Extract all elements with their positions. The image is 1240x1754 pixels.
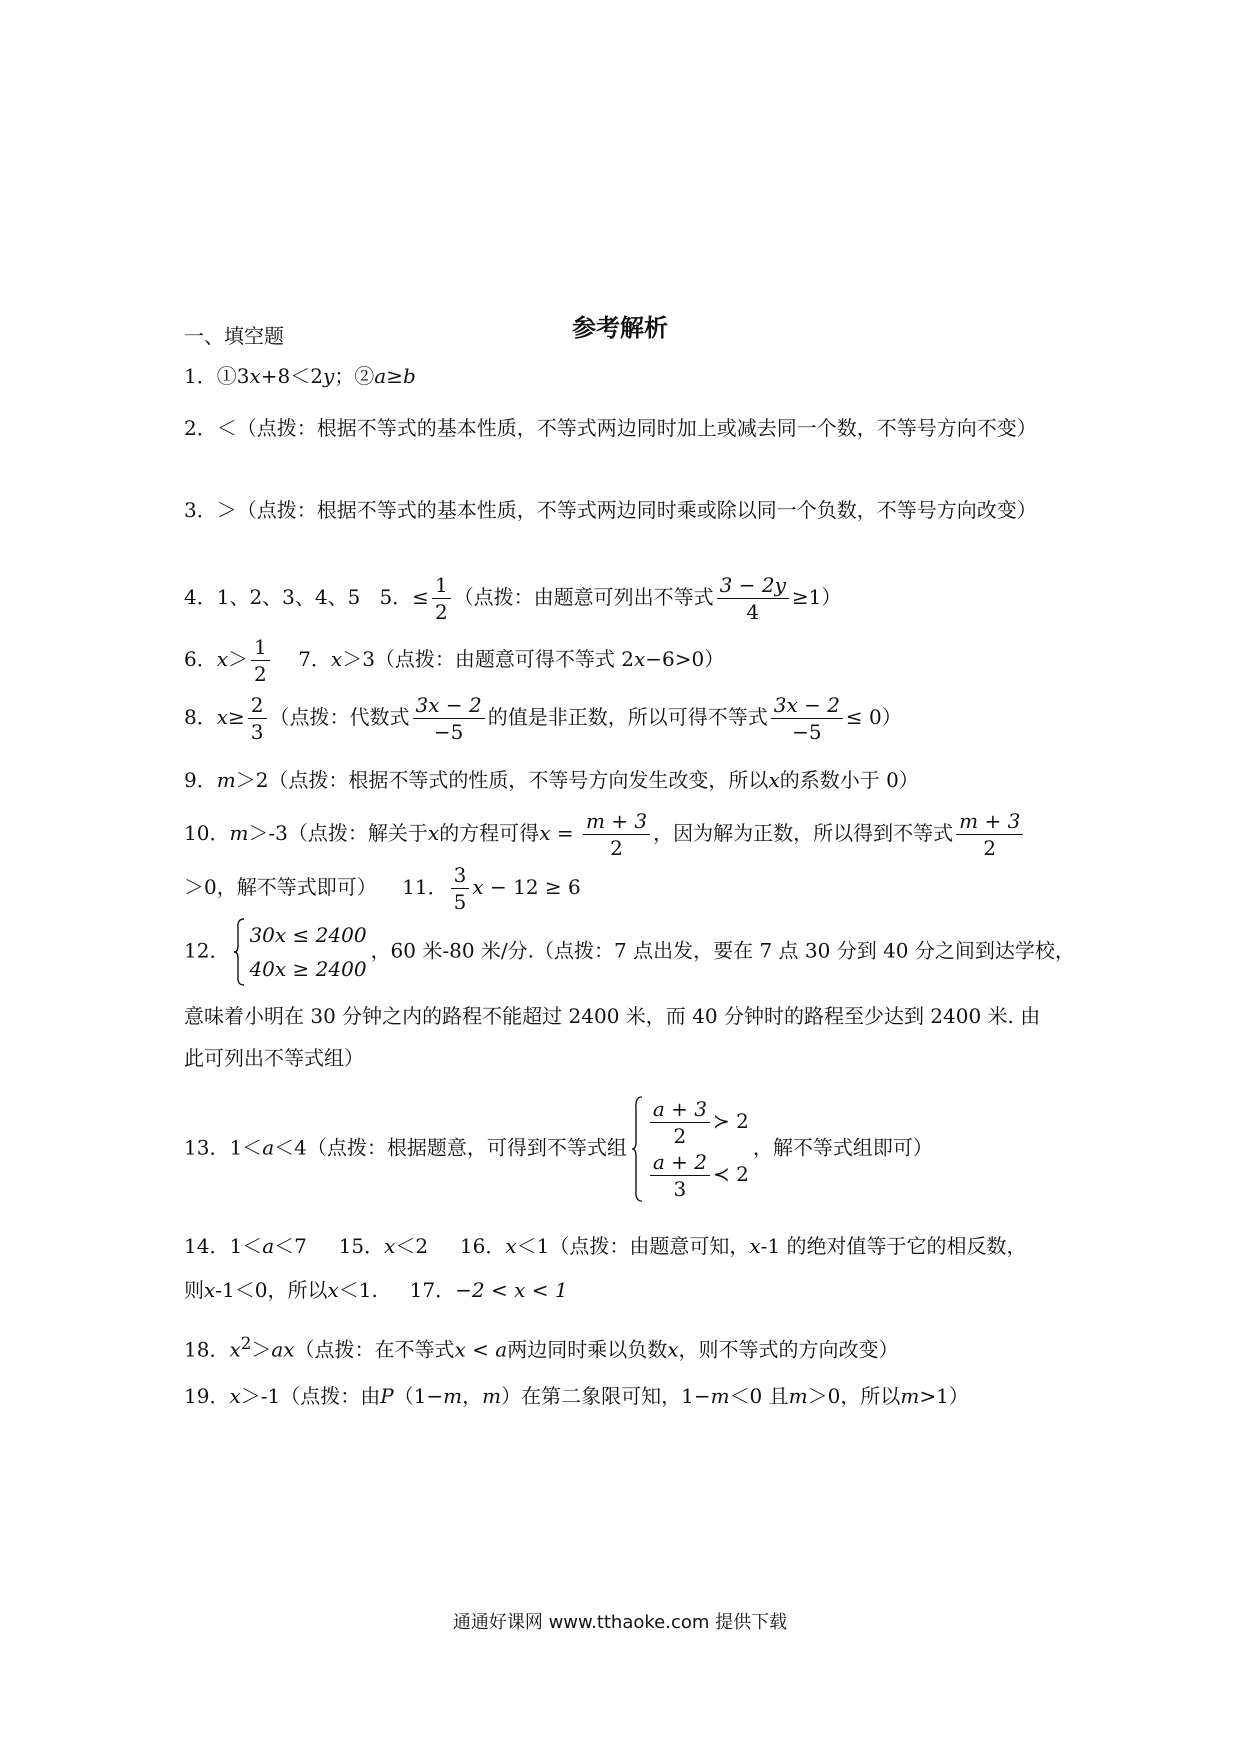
answer-19: 19．x＞-1（点拨：由P（1−m，m）在第二象限可知，1−m＜0 且m＞0，所以m>1）	[184, 1384, 969, 1408]
answer-12-cont2: 此可列出不等式组）	[184, 1046, 364, 1070]
brace-icon	[233, 918, 245, 986]
section-label: 一、填空题	[184, 324, 284, 348]
fraction: $\frac{1}{2}$	[432, 572, 451, 625]
fraction: $\frac{m + 3}{2}$	[956, 808, 1023, 861]
answer-12: 12． 30x ≤ 2400 40x ≥ 2400 ，60 米-80 米/分.（点拨：7 点出发，要在 7 点 30 分到 40 分之间到达学校，	[184, 918, 1064, 986]
fraction: $\frac{a + 3}{2}$	[650, 1096, 710, 1149]
answer-8: 8．x≥ $\frac{2}{3}$ （点拨：代数式 $\frac{3x - 2}{-5}$ 的值是非正数，所以可得不等式 $\frac{3x - 2}{-5}$ ≤ 0）	[184, 693, 902, 744]
fraction: $\frac{1}{2}$	[251, 634, 270, 687]
fraction: $\frac{m + 3}{2}$	[583, 808, 650, 861]
answer-10: 10．m＞-3（点拨：解关于x的方程可得x = $\frac{m + 3}{2}$ ，因为解为正数，所以得到不等式 $\frac{m + 3}{2}$	[184, 808, 1064, 861]
inequality-system: 30x ≤ 2400 40x ≥ 2400	[233, 918, 366, 986]
page-footer: 通通好课网 www.tthaoke.com 提供下载	[452, 1612, 788, 1633]
fraction: $\frac{3}{5}$	[451, 862, 470, 915]
fraction: $\frac{3x - 2}{-5}$	[413, 692, 485, 745]
answer-16-17: 则x-1＜0，所以x＜1. 17．−2 < x < 1	[184, 1278, 568, 1302]
answer-2: 2．＜（点拨：根据不等式的基本性质，不等式两边同时加上或减去同一个数，不等号方向不变）	[184, 416, 1037, 440]
fraction: $\frac{a + 2}{3}$	[650, 1149, 710, 1202]
answer-12-cont: 意味着小明在 30 分钟之内的路程不能超过 2400 米，而 40 分钟时的路程至少达到 2400 米. 由	[184, 1004, 1041, 1028]
answer-10-11: ＞0，解不等式即可） 11． $\frac{3}{5}$ x − 12 ≥ 6	[184, 863, 581, 914]
answer-14-16: 14．1＜a＜7 15．x＜2 16．x＜1（点拨：由题意可知，x-1 的绝对值等于它的相反数，	[184, 1234, 1027, 1258]
section-heading	[184, 320, 284, 349]
fraction: $\frac{3 - 2y}{4}$	[717, 572, 789, 625]
answer-13: 13．1＜a＜4（点拨：根据题意，可得到不等式组 $\frac{a + 3}{2}$ ≻ 2 $\frac{a + 2}{3}$ ≺ 2 ，解不等式组即可）	[184, 1097, 933, 1201]
answer-1: 1．①3x+8＜2y；②a≥b	[184, 364, 416, 388]
fraction: $\frac{3x - 2}{-5}$	[771, 692, 843, 745]
answer-18: 18．$x^2>ax$（点拨：在不等式x < a两边同时乘以负数x，则不等式的方向改变）	[184, 1334, 899, 1362]
answer-4-5: 4．1、2、3、4、5 5．≤ $\frac{1}{2}$ （点拨：由题意可列出不等式 $\frac{3 - 2y}{4}$ ≥1）	[184, 573, 842, 624]
brace-icon	[631, 1096, 643, 1202]
page-title: 参考解析	[572, 314, 668, 342]
fraction: $\frac{2}{3}$	[248, 692, 267, 745]
answer-3: 3．＞（点拨：根据不等式的基本性质，不等式两边同时乘或除以同一个负数，不等号方向改变）	[184, 498, 1037, 522]
answer-6-7: 6．x＞ $\frac{1}{2}$ 7．x＞3（点拨：由题意可得不等式 2x−6>0）	[184, 635, 725, 686]
inequality-system: $\frac{a + 3}{2}$ ≻ 2 $\frac{a + 2}{3}$ ≺ 2	[631, 1096, 749, 1202]
answer-9: 9．m＞2（点拨：根据不等式的性质，不等号方向发生改变，所以x的系数小于 0）	[184, 768, 919, 792]
